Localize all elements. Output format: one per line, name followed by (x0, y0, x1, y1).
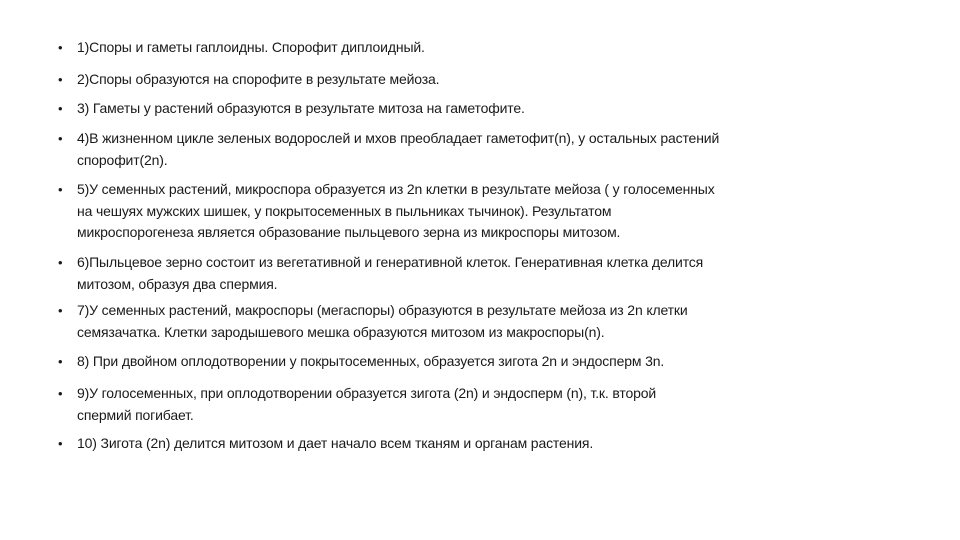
text-line: 2)Споры образуются на спорофите в результате мейоза. (77, 71, 440, 87)
bullet-icon: • (58, 354, 63, 369)
list-item-text (77, 433, 917, 455)
bullet-icon: • (58, 436, 63, 451)
text-line: 9)У голосеменных, при оплодотворении образуется зигота (2n) и эндосперм (n), т.к. второй (77, 385, 657, 401)
list-item-text (77, 351, 917, 373)
list-item-text (77, 383, 917, 426)
bullet-icon: • (58, 386, 63, 401)
text-line: 8) При двойном оплодотворении у покрытосеменных, образуется зигота 2n и эндосперм 3n. (77, 353, 665, 369)
text-line: 7)У семенных растений, макроспоры (мегаспоры) образуются в результате мейоза из 2n клетки (77, 302, 688, 318)
text-line: митозом, образуя два спермия. (77, 275, 278, 292)
text-line: спермий погибает. (77, 406, 194, 423)
bullet-icon: • (58, 72, 63, 87)
text-line: 5)У семенных растений, микроспора образуется из 2n клетки в результате мейоза ( у голосеменных (77, 181, 715, 197)
text-line: на чешуях мужских шишек, у покрытосеменных в пыльниках тычинок). Результатом (77, 202, 612, 219)
list-item-text (77, 98, 917, 120)
bullet-icon: • (58, 255, 63, 270)
list-item-text (77, 69, 917, 91)
list-item-text (77, 179, 917, 244)
text-line: семязачатка. Клетки зародышевого мешка образуются митозом из макроспоры(n). (77, 323, 605, 340)
bullet-icon: • (58, 182, 63, 197)
list-item-text (77, 37, 917, 59)
text-line: 10) Зигота (2n) делится митозом и дает начало всем тканям и органам растения. (77, 435, 594, 451)
text-line: 4)В жизненном цикле зеленых водорослей и мхов преобладает гаметофит(n), у остальных растений (77, 130, 720, 146)
list-item-text (77, 252, 917, 295)
list-item-text (77, 128, 917, 171)
list-item-text (77, 300, 917, 343)
text-line: 3) Гаметы у растений образуются в результате митоза на гаметофите. (77, 100, 525, 116)
bullet-icon: • (58, 40, 63, 55)
text-line: 1)Споры и гаметы гаплоидны. Спорофит диплоидный. (77, 39, 425, 55)
bullet-icon: • (58, 303, 63, 318)
bullet-icon: • (58, 101, 63, 116)
text-line: 6)Пыльцевое зерно состоит из вегетативной и генеративной клеток. Генеративная клетка делится (77, 254, 704, 270)
text-line: микроспорогенеза является образование пыльцевого зерна из микроспоры митозом. (77, 224, 621, 240)
text-line: спорофит(2n). (77, 151, 168, 168)
bullet-icon: • (58, 131, 63, 146)
